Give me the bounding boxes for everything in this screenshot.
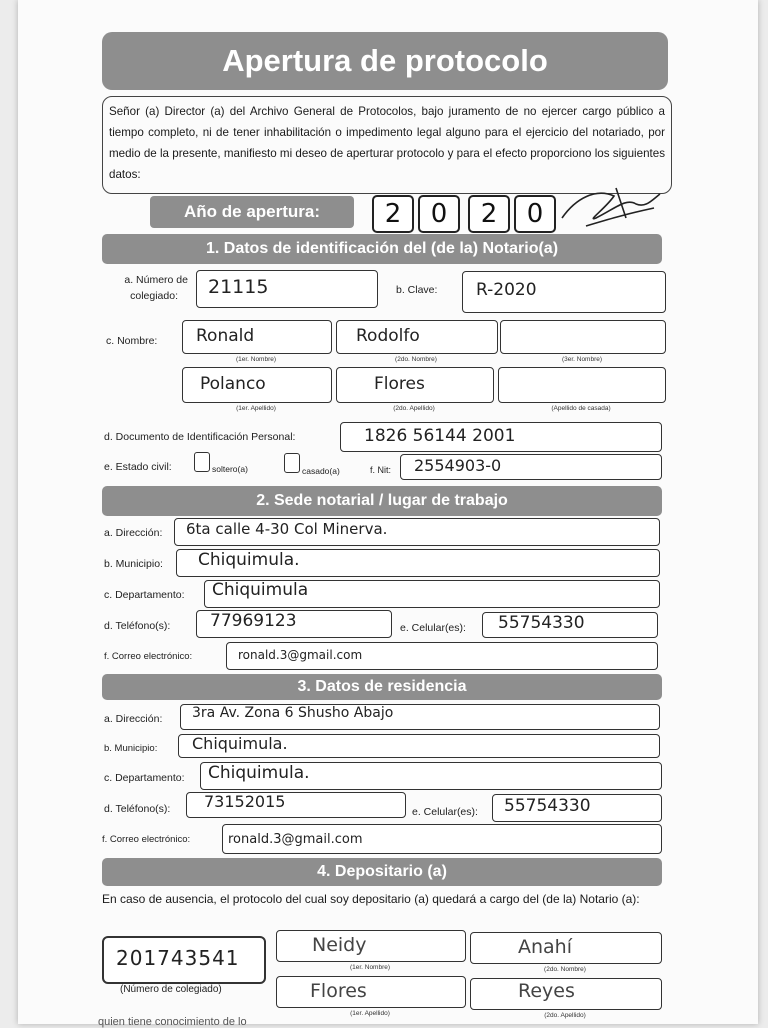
residencia-departamento-label: c. Departamento: <box>104 772 185 784</box>
depositario-first-name-field[interactable] <box>276 930 466 962</box>
depositario-colegiado-value: 201743541 <box>116 946 240 970</box>
section3-title: 3. Datos de residencia <box>102 674 662 700</box>
numero-colegiado-label-1: a. Número de <box>124 274 188 286</box>
sede-direccion-label: a. Dirección: <box>104 527 163 539</box>
second-name-value: Rodolfo <box>356 326 420 346</box>
second-surname-caption: (2do. Apellido) <box>393 405 435 412</box>
first-surname-value: Polanco <box>200 374 266 394</box>
residencia-municipio-value: Chiquimula. <box>192 734 288 753</box>
depositario-first-surname-field[interactable] <box>276 976 466 1008</box>
residencia-celular-label: e. Celular(es): <box>412 806 478 818</box>
depositario-first-name-caption: (1er. Nombre) <box>349 964 391 971</box>
sede-celular-value: 55754330 <box>498 613 585 633</box>
sede-municipio-label: b. Municipio: <box>104 558 163 570</box>
sede-correo-value: ronald.3@gmail.com <box>238 648 363 662</box>
depositario-second-name-value: Anahí <box>518 936 573 958</box>
first-name-caption: (1er. Nombre) <box>235 356 277 363</box>
documento-value: 1826 56144 2001 <box>364 426 516 446</box>
section2-title: 2. Sede notarial / lugar de trabajo <box>102 486 662 516</box>
married-surname-caption: (Apellido de casada) <box>551 405 611 412</box>
third-name-field[interactable] <box>500 320 666 354</box>
numero-colegiado-label-2: colegiado: <box>130 290 178 302</box>
residencia-direccion-label: a. Dirección: <box>104 713 163 725</box>
soltero-label: soltero(a) <box>212 464 248 474</box>
depositario-first-surname-caption: (1er. Apellido) <box>350 1010 390 1017</box>
year-digit-2[interactable]: 0 <box>418 195 460 233</box>
sede-telefono-label: d. Teléfono(s): <box>104 620 171 632</box>
sede-correo-label: f. Correo electrónico: <box>104 651 193 662</box>
second-surname-value: Flores <box>374 374 425 394</box>
sede-municipio-value: Chiquimula. <box>198 550 300 570</box>
signature-scribble <box>556 178 666 238</box>
form-title: Apertura de protocolo <box>102 32 668 90</box>
intro-paragraph: Señor (a) Director (a) del Archivo General de Protocolos, bajo juramento de no ejercer cargo público a tiempo completo, ni de tener inhabilitación o impedimento legal alguno para el ejercicio del notariado, por medio de la presente, manifiesto mi deseo de aperturar protocolo y para el efecto proporciono los siguientes datos: <box>102 96 672 194</box>
clave-value: R-2020 <box>476 280 537 300</box>
nombre-label: c. Nombre: <box>106 335 158 347</box>
first-name-value: Ronald <box>196 326 255 346</box>
section1-title: 1. Datos de identificación del (de la) Notario(a) <box>102 234 662 264</box>
casado-label: casado(a) <box>302 466 340 476</box>
nit-label: f. Nit: <box>370 465 392 475</box>
residencia-municipio-label: b. Municipio: <box>104 743 158 754</box>
residencia-departamento-value: Chiquimula. <box>208 763 310 783</box>
sede-telefono-value: 77969123 <box>210 611 297 631</box>
residencia-direccion-value: 3ra Av. Zona 6 Shusho Abajo <box>192 705 394 721</box>
depositario-second-surname-value: Reyes <box>518 980 575 1002</box>
first-surname-caption: (1er. Apellido) <box>236 405 276 412</box>
residencia-telefono-label: d. Teléfono(s): <box>104 803 171 815</box>
section4-title: 4. Depositario (a) <box>102 858 662 886</box>
year-digit-3[interactable]: 2 <box>468 195 510 233</box>
numero-colegiado-value: 21115 <box>208 276 269 298</box>
clave-label: b. Clave: <box>396 284 438 296</box>
married-surname-field[interactable] <box>498 367 666 403</box>
depositario-text: En caso de ausencia, el protocolo del cual soy depositario (a) quedará a cargo del (de la) Notario (a): <box>102 892 640 906</box>
depositario-second-surname-caption: (2do. Apellido) <box>544 1012 586 1019</box>
sede-direccion-value: 6ta calle 4-30 Col Minerva. <box>186 520 388 538</box>
sede-departamento-value: Chiquimula <box>212 580 309 600</box>
third-name-caption: (3er. Nombre) <box>561 356 603 363</box>
year-label: Año de apertura: <box>150 196 354 228</box>
soltero-checkbox[interactable] <box>194 452 210 472</box>
documento-label: d. Documento de Identificación Personal: <box>104 431 296 443</box>
sede-departamento-label: c. Departamento: <box>104 589 185 601</box>
depositario-first-name-value: Neidy <box>312 934 367 956</box>
depositario-first-surname-value: Flores <box>310 980 367 1002</box>
residencia-celular-value: 55754330 <box>504 796 591 816</box>
year-digit-1[interactable]: 2 <box>372 195 414 233</box>
residencia-correo-value: ronald.3@gmail.com <box>228 832 363 847</box>
depositario-colegiado-caption: (Número de colegiado) <box>120 984 222 995</box>
year-digit-4[interactable]: 0 <box>514 195 556 233</box>
casado-checkbox[interactable] <box>284 453 300 473</box>
sede-celular-label: e. Celular(es): <box>400 622 466 634</box>
footer-text-fragment: quien tiene conocimiento de lo <box>98 1016 247 1028</box>
second-name-caption: (2do. Nombre) <box>395 356 437 363</box>
estado-civil-label: e. Estado civil: <box>104 461 172 473</box>
depositario-second-name-caption: (2do. Nombre) <box>544 966 586 973</box>
nit-value: 2554903-0 <box>414 456 502 475</box>
residencia-telefono-value: 73152015 <box>204 792 286 811</box>
residencia-correo-label: f. Correo electrónico: <box>102 834 191 845</box>
